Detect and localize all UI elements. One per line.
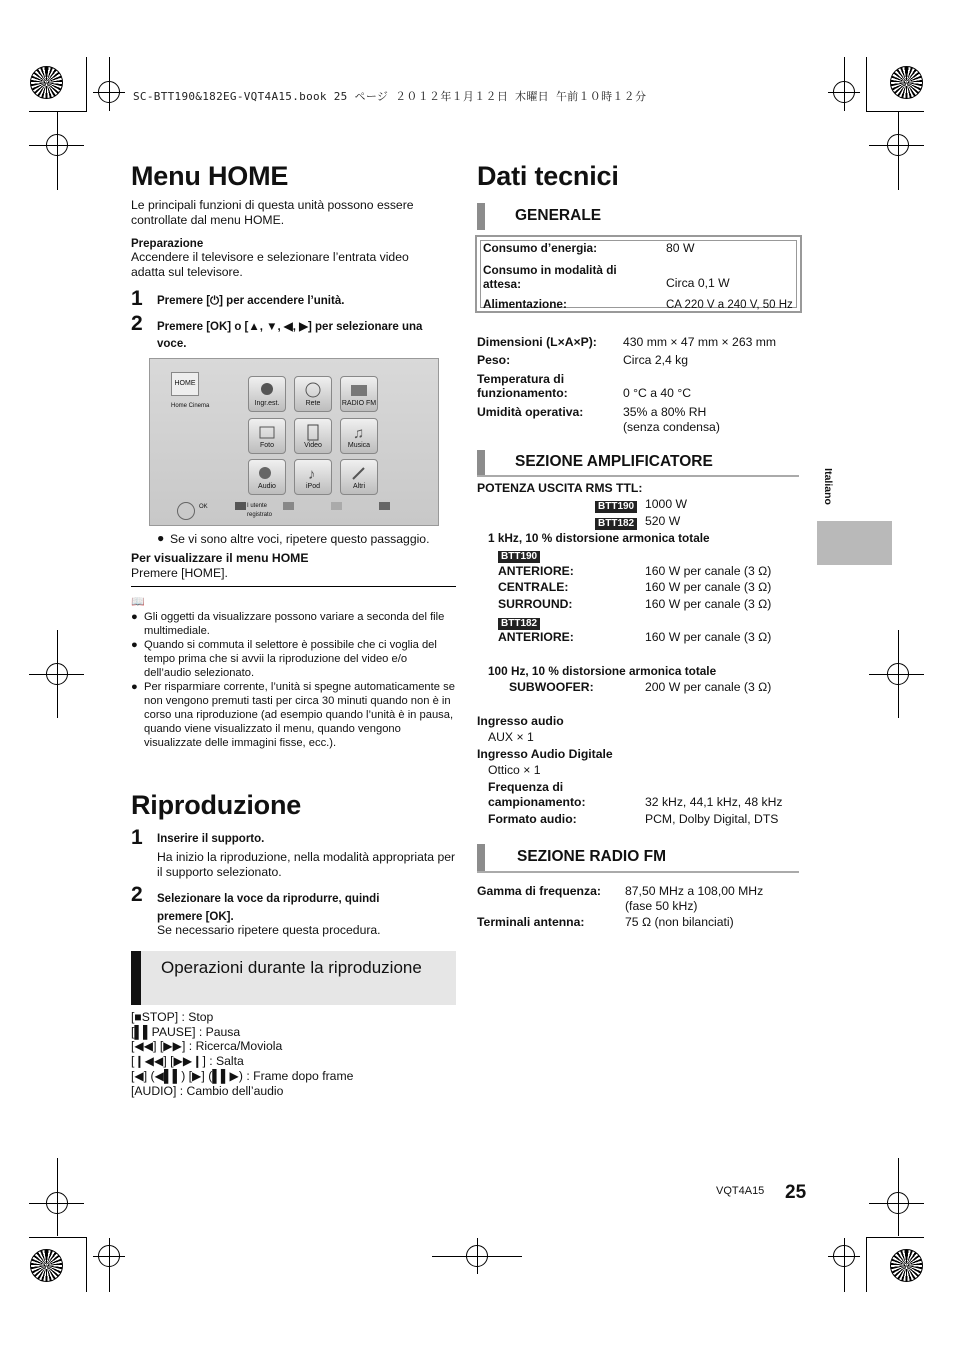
spec-label: Gamma di frequenza: xyxy=(477,884,601,898)
spec-value: 160 W per canale (3 Ω) xyxy=(645,630,772,644)
tools-icon xyxy=(349,464,369,482)
spec-subheading: 100 Hz, 10 % distorsione armonica totale xyxy=(488,664,717,678)
more-items-note: Se vi sono altre voci, ripetere questo passaggio. xyxy=(170,532,430,546)
spec-value: 75 Ω (non bilanciati) xyxy=(625,915,734,929)
spec-label: Ingresso Audio Digitale xyxy=(477,747,613,761)
language-side-label: Italiano xyxy=(821,468,834,505)
book-header-line: SC-BTT190&182EG-VQT4A15.book 25 ページ ２０１２年１月１２日 木曜日 午前１０時１２分 xyxy=(133,90,647,103)
step-number: 1 xyxy=(131,287,143,310)
model-badge: BTT182 xyxy=(595,515,637,530)
target-icon xyxy=(30,1249,63,1282)
section-amplificatore: SEZIONE AMPLIFICATORE xyxy=(477,450,799,477)
spec-value: AUX × 1 xyxy=(488,730,534,744)
spec-value: 160 W per canale (3 Ω) xyxy=(645,564,772,578)
page-number: 25 xyxy=(785,1182,807,1203)
operations-heading: Operazioni durante la riproduzione xyxy=(161,958,422,977)
model-badge: BTT182 xyxy=(498,615,540,630)
spec-value: 160 W per canale (3 Ω) xyxy=(645,597,772,611)
spec-label: Peso: xyxy=(477,353,511,367)
step-number: 2 xyxy=(131,883,143,906)
svg-text:♪: ♪ xyxy=(308,466,316,482)
spec-label: SUBWOOFER: xyxy=(509,680,594,694)
user-registered-label: I utente registrato xyxy=(247,503,273,518)
svg-text:♫: ♫ xyxy=(353,425,365,441)
step-number: 2 xyxy=(131,312,143,335)
model-badge: BTT190 xyxy=(498,548,540,563)
menu-home-title: Menu HOME xyxy=(131,161,289,191)
doc-code: VQT4A15 xyxy=(716,1185,765,1197)
home-icon: HOME xyxy=(171,372,199,396)
tile-musica[interactable]: ♫ Musica xyxy=(340,418,378,454)
spec-value: PCM, Dolby Digital, DTS xyxy=(645,812,779,826)
bullet-dot: ● xyxy=(157,531,165,545)
color-button-icon xyxy=(331,502,342,510)
radio-icon xyxy=(349,381,369,399)
home-cinema-label: Home Cinema xyxy=(171,403,210,409)
spec-label: Dimensioni (L×A×P): xyxy=(477,335,597,349)
spec-label: CENTRALE: xyxy=(498,580,569,594)
view-menu-heading: Per visualizzare il menu HOME xyxy=(131,551,309,565)
spec-label: Umidità operativa: xyxy=(477,405,584,419)
spec-label: Formato audio: xyxy=(488,812,577,826)
tile-rete[interactable]: Rete xyxy=(294,376,332,412)
step-detail: Ha inizio la riproduzione, nella modalità appropriata per il supporto selezionato. xyxy=(157,850,456,880)
model-badge: BTT190 xyxy=(595,498,637,513)
tile-altri[interactable]: Altri xyxy=(340,459,378,495)
tile-ipod[interactable]: ♪ iPod xyxy=(294,459,332,495)
spec-value: 520 W xyxy=(645,514,681,528)
photo-icon xyxy=(257,423,277,441)
spec-value: 1000 W xyxy=(645,497,688,511)
op-line: [▌▌PAUSE] : Pausa xyxy=(131,1025,241,1039)
spec-value: 200 W per canale (3 Ω) xyxy=(645,680,772,694)
preparation-text: Accendere il televisore e selezionare l’entrata video adatta sul televisore. xyxy=(131,250,409,280)
op-line: [◀] (◀▌▌) [▶] (▌▌▶) : Frame dopo frame xyxy=(131,1069,354,1083)
spec-label: ANTERIORE: xyxy=(498,630,574,644)
home-menu-screenshot xyxy=(149,358,439,526)
tile-audio[interactable]: Audio xyxy=(248,459,286,495)
spec-label: Frequenza di campionamento: xyxy=(488,780,586,809)
spec-label: Ingresso audio xyxy=(477,714,564,728)
tile-radio-fm[interactable]: RADIO FM xyxy=(340,376,378,412)
divider xyxy=(131,586,456,587)
network-icon xyxy=(303,381,323,399)
step-text: Inserire il supporto. xyxy=(157,833,265,845)
op-line: [AUDIO] : Cambio dell’audio xyxy=(131,1084,284,1098)
color-button-icon xyxy=(283,502,294,510)
spec-label: ANTERIORE: xyxy=(498,564,574,578)
spec-label: Temperatura di funzionamento: xyxy=(477,372,568,400)
tile-foto[interactable]: Foto xyxy=(248,418,286,454)
step-text: Premere [⏻] per accendere l’unità. xyxy=(157,295,345,307)
speaker-icon xyxy=(257,464,277,482)
spec-label: SURROUND: xyxy=(498,597,573,611)
spec-value: 35% a 80% RH xyxy=(623,405,707,419)
menu-home-intro: Le principali funzioni di questa unità possono essere controllate dal menu HOME. xyxy=(131,198,414,228)
spec-value: 32 kHz, 44,1 kHz, 48 kHz xyxy=(645,795,783,809)
section-radio-fm: SEZIONE RADIO FM xyxy=(477,844,799,873)
music-note-icon xyxy=(303,464,323,482)
op-line: [◀◀] [▶▶] : Ricerca/Moviola xyxy=(131,1039,283,1053)
spec-value: (fase 50 kHz) xyxy=(625,899,698,913)
ok-label: OK xyxy=(199,504,208,510)
spec-value: 0 °C a 40 °C xyxy=(623,386,692,400)
ok-dial-icon xyxy=(177,502,195,520)
operations-heading-box xyxy=(131,951,456,1005)
op-line: [❙◀◀] [▶▶❙] : Salta xyxy=(131,1054,244,1068)
music-note-icon xyxy=(349,423,369,441)
spec-value: Ottico × 1 xyxy=(488,763,541,777)
target-icon xyxy=(30,66,63,99)
input-icon xyxy=(257,381,277,399)
preparation-heading: Preparazione xyxy=(131,238,204,250)
step-text: Selezionare la voce da riprodurre, quindi premere [OK]. xyxy=(157,893,380,923)
spec-label: Terminali antenna: xyxy=(477,915,585,929)
note-book-icon: 📖 xyxy=(131,596,145,608)
step-detail: Se necessario ripetere questa procedura. xyxy=(157,923,381,937)
dati-tecnici-title: Dati tecnici xyxy=(477,161,619,191)
target-icon xyxy=(890,66,923,99)
spec-value: 87,50 MHz a 108,00 MHz xyxy=(625,884,764,898)
section-generale: GENERALE xyxy=(477,203,799,230)
step-text: Premere [OK] o [▲, ▼, ◀, ▶] per selezionare una voce. xyxy=(157,321,423,350)
riproduzione-title: Riproduzione xyxy=(131,790,302,820)
step-number: 1 xyxy=(131,826,143,849)
color-button-icon xyxy=(235,502,246,510)
tile-video[interactable]: Video xyxy=(294,418,332,454)
language-side-tab xyxy=(817,521,892,565)
target-icon xyxy=(890,1249,923,1282)
op-line: [■STOP] : Stop xyxy=(131,1010,214,1024)
film-icon xyxy=(303,423,323,441)
tile-ingr-est[interactable]: Ingr.est. xyxy=(248,376,286,412)
spec-label: POTENZA USCITA RMS TTL: xyxy=(477,481,643,495)
view-menu-text: Premere [HOME]. xyxy=(131,566,228,580)
spec-value: 430 mm × 47 mm × 263 mm xyxy=(623,335,777,349)
spec-subheading: 1 kHz, 10 % distorsione armonica totale xyxy=(488,531,710,545)
generale-table: Consumo d’energia: 80 W Consumo in modalità di attesa: Circa 0,1 W Alimentazione: CA 220 V a 240 V, 50 Hz xyxy=(475,235,802,313)
spec-value: 160 W per canale (3 Ω) xyxy=(645,580,772,594)
color-button-icon xyxy=(379,502,390,510)
spec-value: Circa 2,4 kg xyxy=(623,353,689,367)
spec-value: (senza condensa) xyxy=(623,420,720,434)
